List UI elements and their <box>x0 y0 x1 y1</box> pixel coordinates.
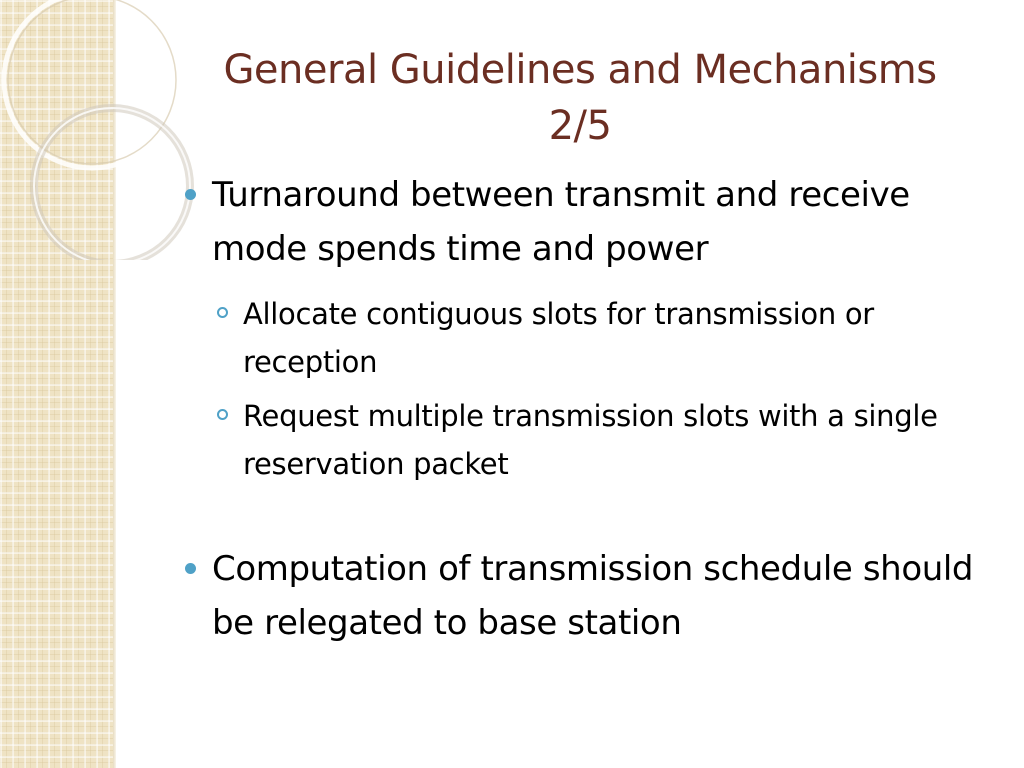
bullet-item-2 <box>180 542 1000 650</box>
hollow-bullet-icon <box>217 409 228 420</box>
subbullet-item-1-1 <box>180 290 1000 386</box>
bullet-dot-icon <box>185 189 196 200</box>
subbullet-item-1-2 <box>180 392 1000 488</box>
side-band-edge <box>113 0 116 768</box>
bullet-text-1: Turnaround between transmit and receive mode spends time and power <box>212 175 910 269</box>
subbullet-text-1-2: Request multiple transmission slots with a single reservation packet <box>243 399 938 481</box>
bullet-item-1 <box>180 168 1000 276</box>
hollow-bullet-icon <box>217 307 228 318</box>
bullet-dot-icon <box>185 563 196 574</box>
subbullet-text-1-1: Allocate contiguous slots for transmission or reception <box>243 297 874 379</box>
slide-title-line-2: 2/5 <box>548 103 612 149</box>
decorative-side-band <box>0 0 113 768</box>
slide-title <box>160 42 1000 154</box>
slide-title-line-1: General Guidelines and Mechanisms <box>223 47 937 93</box>
bullet-text-2: Computation of transmission schedule should be relegated to base station <box>212 549 974 643</box>
slide-content <box>180 168 1000 650</box>
